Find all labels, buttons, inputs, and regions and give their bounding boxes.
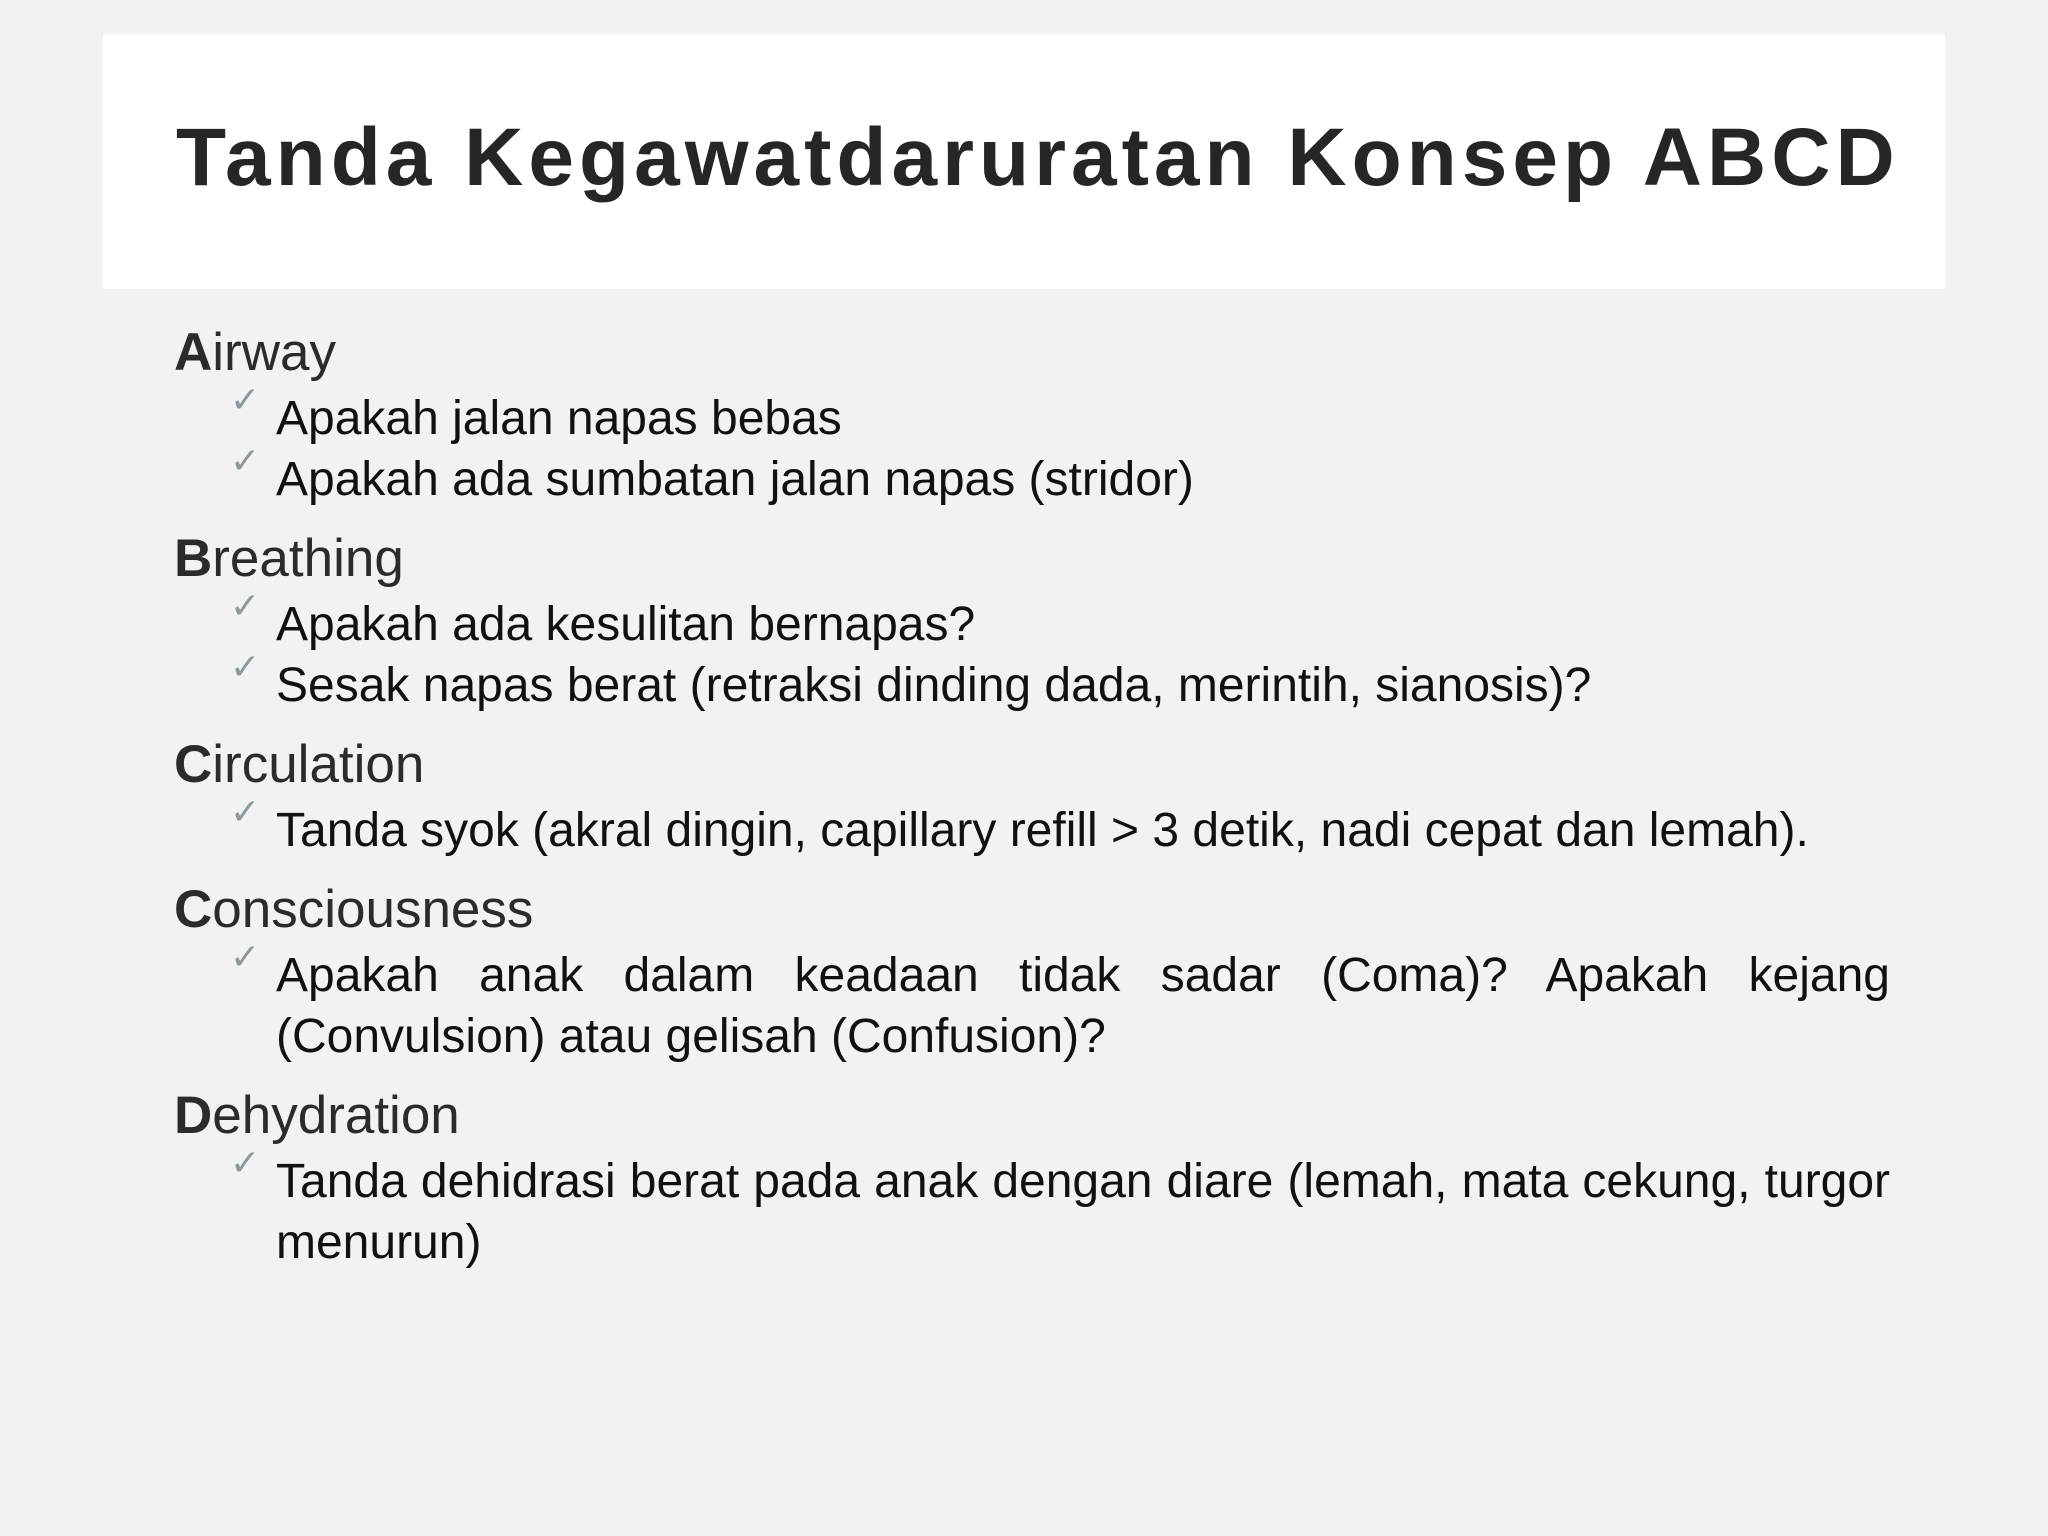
heading-rest: irway	[212, 323, 336, 382]
list-item	[174, 791, 1890, 861]
heading-rest: irculation	[212, 735, 425, 794]
list-item	[174, 936, 1890, 1067]
heading-initial: B	[174, 529, 213, 588]
section-heading	[174, 318, 1890, 388]
section-circulation	[174, 730, 1890, 861]
item-text: Tanda dehidrasi berat pada anak dengan diare (lemah, mata cekung, turgor menurun)	[276, 1155, 1890, 1269]
list-item	[174, 1142, 1890, 1273]
checkmark-icon: ✓	[230, 1142, 261, 1183]
list-item	[174, 646, 1890, 716]
checkmark-icon: ✓	[230, 585, 261, 626]
heading-initial: D	[174, 1086, 213, 1145]
item-text: Apakah anak dalam keadaan tidak sadar (Coma)? Apakah kejang (Convulsion) atau gelisah (Confusion)?	[276, 949, 1890, 1063]
checkmark-icon: ✓	[230, 936, 261, 977]
checkmark-icon: ✓	[230, 379, 261, 420]
section-heading	[174, 1081, 1890, 1151]
section-dehydration	[174, 1081, 1890, 1273]
heading-initial: C	[174, 735, 213, 794]
section-consciousness	[174, 875, 1890, 1067]
checkmark-icon: ✓	[230, 440, 261, 481]
item-text: Sesak napas berat (retraksi dinding dada, merintih, sianosis)?	[276, 659, 1592, 712]
content-area	[174, 318, 1890, 1287]
item-list	[174, 1142, 1890, 1273]
section-heading	[174, 875, 1890, 945]
section-heading	[174, 730, 1890, 800]
section-heading	[174, 524, 1890, 594]
list-item	[174, 440, 1890, 510]
item-list	[174, 379, 1890, 510]
section-breathing	[174, 524, 1890, 716]
heading-rest: onsciousness	[212, 880, 534, 939]
heading-rest: reathing	[212, 529, 404, 588]
checkmark-icon: ✓	[230, 646, 261, 687]
item-list	[174, 585, 1890, 716]
item-text: Apakah ada kesulitan bernapas?	[276, 598, 976, 651]
heading-initial: C	[174, 880, 213, 939]
item-list	[174, 936, 1890, 1067]
slide-title: Tanda Kegawatdaruratan Konsep ABCD	[176, 112, 1900, 203]
item-text: Apakah ada sumbatan jalan napas (stridor)	[276, 453, 1194, 506]
heading-rest: ehydration	[212, 1086, 460, 1145]
list-item	[174, 379, 1890, 449]
section-airway	[174, 318, 1890, 510]
item-text: Apakah jalan napas bebas	[276, 392, 842, 445]
checkmark-icon: ✓	[230, 791, 261, 832]
list-item	[174, 585, 1890, 655]
heading-initial: A	[174, 323, 213, 382]
item-list	[174, 791, 1890, 861]
item-text: Tanda syok (akral dingin, capillary refill > 3 detik, nadi cepat dan lemah).	[276, 804, 1809, 857]
